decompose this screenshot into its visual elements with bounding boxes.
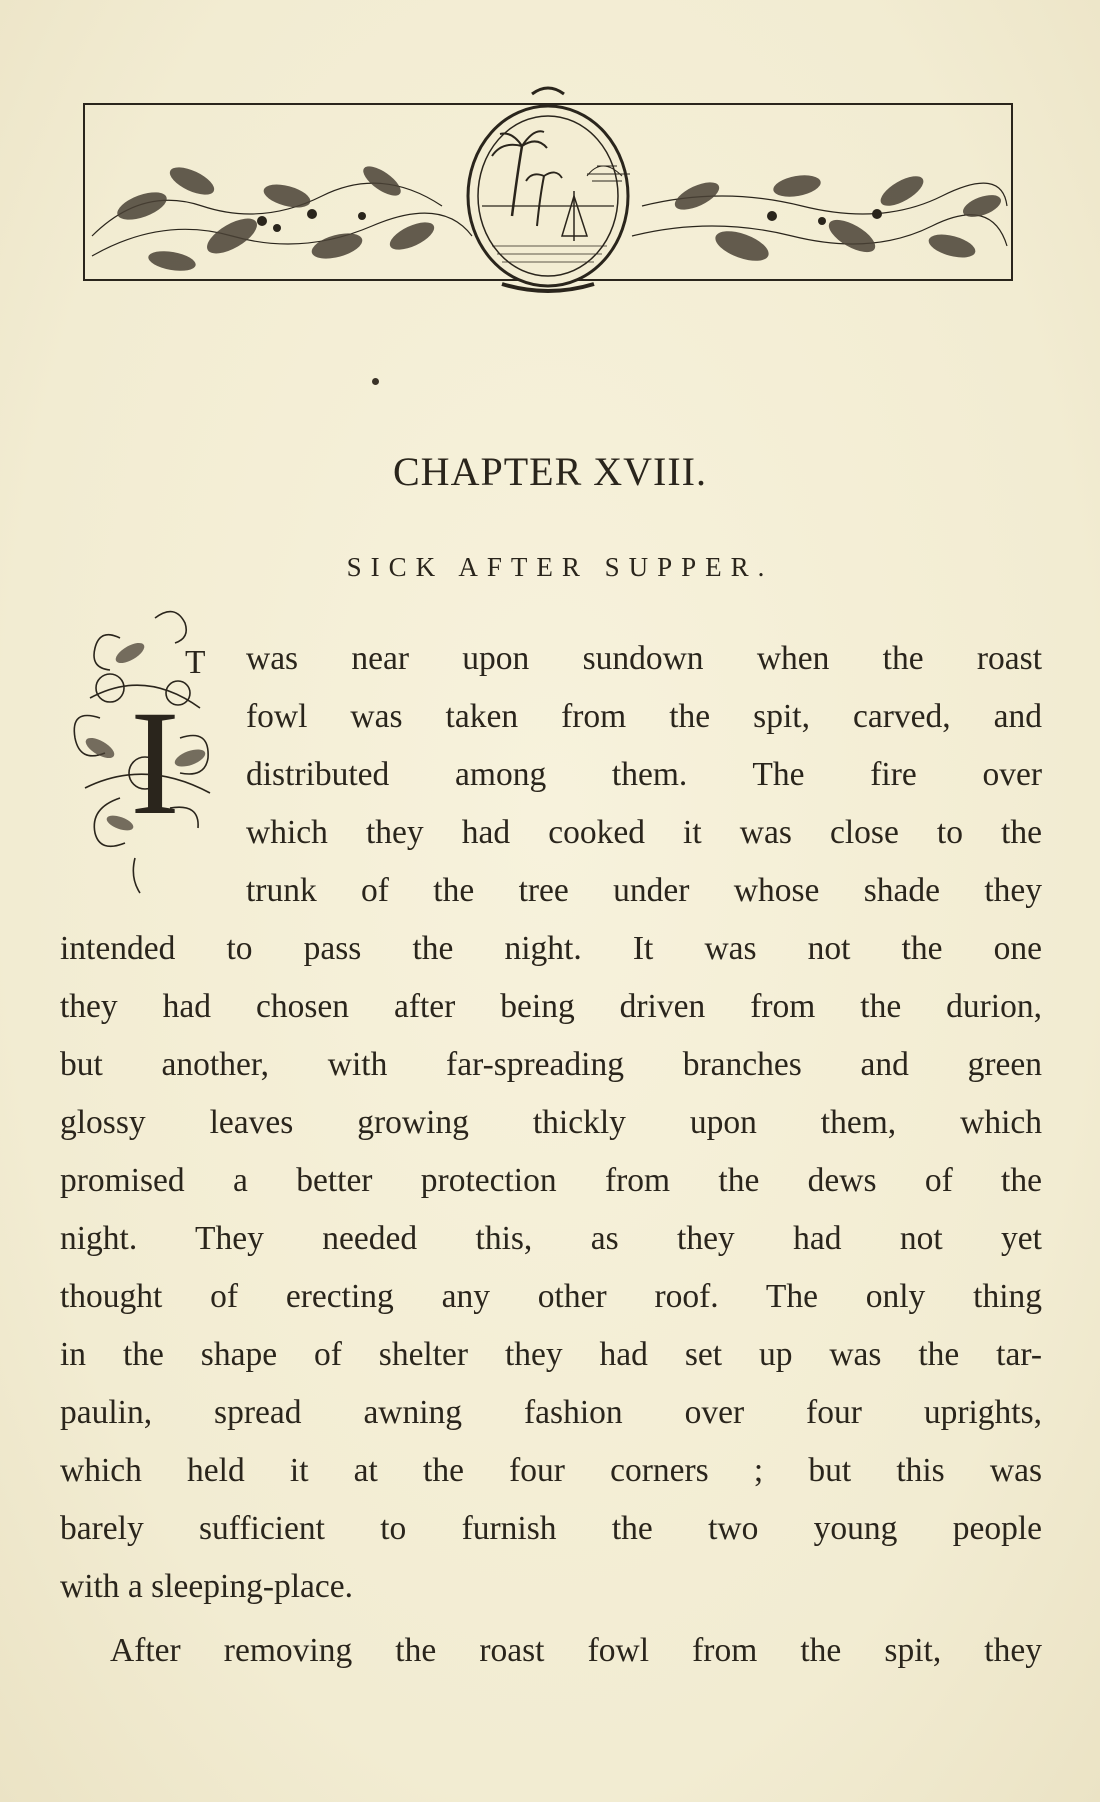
text-line: After removing the roast fowl from the spit, they (110, 1632, 1042, 1669)
initial-letter-glyph: I (130, 680, 180, 846)
text-line: glossy leaves growing thickly upon them, which (60, 1104, 1042, 1141)
text-line: trunk of the tree under whose shade they (246, 872, 1042, 909)
printed-dot (372, 378, 379, 385)
text-line: they had chosen after being driven from the durion, (60, 988, 1042, 1025)
initial-second-letter: T (185, 644, 206, 681)
text-line: promised a better protection from the dews of the (60, 1162, 1042, 1199)
text-line: in the shape of shelter they had set up was the tar- (60, 1336, 1042, 1373)
text-line: which held it at the four corners ; but this was (60, 1452, 1042, 1489)
ornamental-headpiece-illustration (82, 86, 1014, 310)
text-line: barely sufficient to furnish the two young people (60, 1510, 1042, 1547)
text-line: which they had cooked it was close to the (246, 814, 1042, 851)
text-line: fowl was taken from the spit, carved, and (246, 698, 1042, 735)
chapter-title: CHAPTER XVIII. (393, 449, 707, 494)
text-line: but another, with far-spreading branches and green (60, 1046, 1042, 1083)
text-line: was near upon sundown when the roast (246, 640, 1042, 677)
text-line: distributed among them. The fire over (246, 756, 1042, 793)
text-line: paulin, spread awning fashion over four uprights, (60, 1394, 1042, 1431)
text-line: night. They needed this, as they had not yet (60, 1220, 1042, 1257)
text-line: intended to pass the night. It was not the one (60, 930, 1042, 967)
text-line: with a sleeping-place. (60, 1568, 354, 1605)
text-line: thought of erecting any other roof. The only thing (60, 1278, 1042, 1315)
chapter-subtitle: SICK AFTER SUPPER. (346, 552, 774, 582)
